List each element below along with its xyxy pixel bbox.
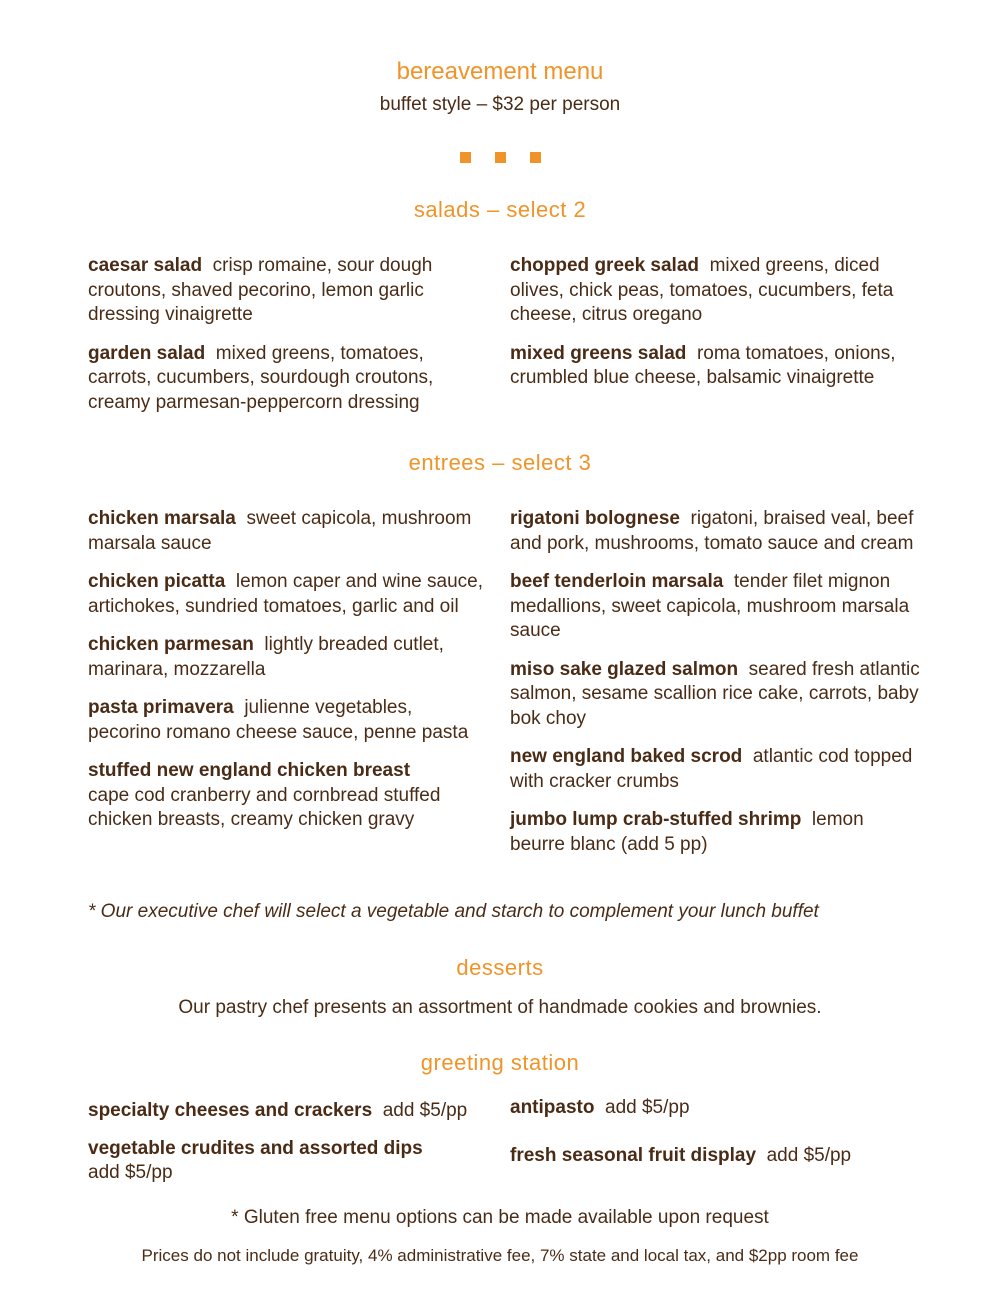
salads-right-column (510, 254, 920, 391)
item-name: jumbo lump crab-stuffed shrimp (510, 809, 802, 830)
item-name: chicken marsala (88, 508, 236, 529)
item-name: vegetable crudites and assorted dips (88, 1137, 423, 1159)
item-name: beef tenderloin marsala (510, 571, 724, 592)
menu-item (510, 507, 920, 556)
menu-item (88, 507, 488, 556)
gluten-note: * Gluten free menu options can be made available upon request (231, 1207, 769, 1228)
menu-item (510, 1096, 920, 1121)
item-desc: seared fresh atlantic salmon, sesame scallion rice cake, carrots, baby bok choy (510, 658, 920, 729)
item-desc: julienne vegetables, pecorino romano cheese sauce, penne pasta (88, 697, 469, 743)
item-desc: lightly breaded cutlet, marinara, mozzarella (88, 634, 444, 680)
item-desc: mixed greens, diced olives, chick peas, tomatoes, cucumbers, feta cheese, citrus oregano (510, 255, 894, 325)
item-name: fresh seasonal fruit display (510, 1144, 757, 1166)
chef-note: * Our executive chef will select a vegetable and starch to complement your lunch buffet (88, 901, 819, 922)
item-name: chicken parmesan (88, 634, 254, 655)
decorative-squares (0, 152, 1000, 163)
item-desc: atlantic cod topped with cracker crumbs (510, 746, 913, 792)
prices-note: Prices do not include gratuity, 4% administrative fee, 7% state and local tax, and $2pp room fee (141, 1246, 859, 1265)
item-desc: tender filet mignon medallions, sweet capicola, mushroom marsala sauce (510, 571, 910, 641)
menu-item (88, 254, 488, 328)
item-name: garden salad (88, 342, 206, 364)
item-desc: add $5/pp (605, 1097, 690, 1118)
item-name: caesar salad (88, 255, 203, 276)
menu-item (88, 570, 488, 619)
item-name: chopped greek salad (510, 255, 700, 276)
menu-item (88, 696, 488, 745)
menu-item (510, 745, 920, 794)
item-desc: crisp romaine, sour dough croutons, shaved pecorino, lemon garlic dressing vinaigrette (88, 255, 433, 325)
item-name: miso sake glazed salmon (510, 658, 739, 680)
entrees-left-column (88, 507, 488, 833)
menu-item (510, 342, 920, 391)
item-desc: rigatoni, braised veal, beef and pork, mushrooms, tomato sauce and cream (510, 508, 914, 554)
salads-heading: salads – select 2 (413, 197, 587, 222)
item-desc: lemon caper and wine sauce, artichokes, sundried tomatoes, garlic and oil (88, 571, 483, 617)
item-name: new england baked scrod (510, 746, 743, 767)
menu-item (510, 570, 920, 644)
menu-item (88, 1099, 498, 1124)
menu-subtitle: buffet style – $32 per person (379, 94, 621, 115)
item-name: chicken picatta (88, 571, 226, 592)
menu-item (510, 658, 920, 732)
item-name: stuffed new england chicken breast (88, 760, 411, 781)
item-name: specialty cheeses and crackers (88, 1100, 373, 1121)
item-desc: add $5/pp (88, 1162, 173, 1183)
item-name: mixed greens salad (510, 342, 687, 364)
item-desc: mixed greens, tomatoes, carrots, cucumbers, sourdough croutons, creamy parmesan-peppercorn dressing (88, 342, 434, 413)
salads-left-column (88, 254, 488, 415)
menu-item (510, 808, 920, 857)
menu-item (88, 1137, 498, 1186)
item-desc: add $5/pp (766, 1144, 852, 1166)
menu-item (88, 633, 488, 682)
greeting-left-column (88, 1099, 498, 1186)
item-desc: lemon beurre blanc (add 5 pp) (510, 809, 864, 855)
item-name: antipasto (510, 1097, 595, 1118)
desserts-text: Our pastry chef presents an assortment of handmade cookies and brownies. (178, 997, 822, 1018)
item-name: pasta primavera (88, 697, 234, 718)
square-icon (495, 152, 506, 163)
menu-item (88, 342, 488, 416)
item-desc: sweet capicola, mushroom marsala sauce (88, 508, 472, 554)
square-icon (530, 152, 541, 163)
entrees-right-column (510, 507, 920, 857)
item-desc: roma tomatoes, onions, crumbled blue cheese, balsamic vinaigrette (510, 342, 896, 388)
item-desc: add $5/pp (382, 1100, 468, 1121)
menu-item (510, 1144, 920, 1169)
menu-item (88, 759, 488, 833)
menu-item (510, 254, 920, 328)
greeting-right-column (510, 1096, 920, 1168)
item-desc: cape cod cranberry and cornbread stuffed chicken breasts, creamy chicken gravy (88, 784, 441, 830)
entrees-heading: entrees – select 3 (408, 450, 592, 475)
square-icon (460, 152, 471, 163)
desserts-heading: desserts (456, 955, 544, 980)
greeting-heading: greeting station (420, 1050, 580, 1075)
menu-title: bereavement menu (396, 58, 604, 85)
item-name: rigatoni bolognese (510, 508, 680, 529)
